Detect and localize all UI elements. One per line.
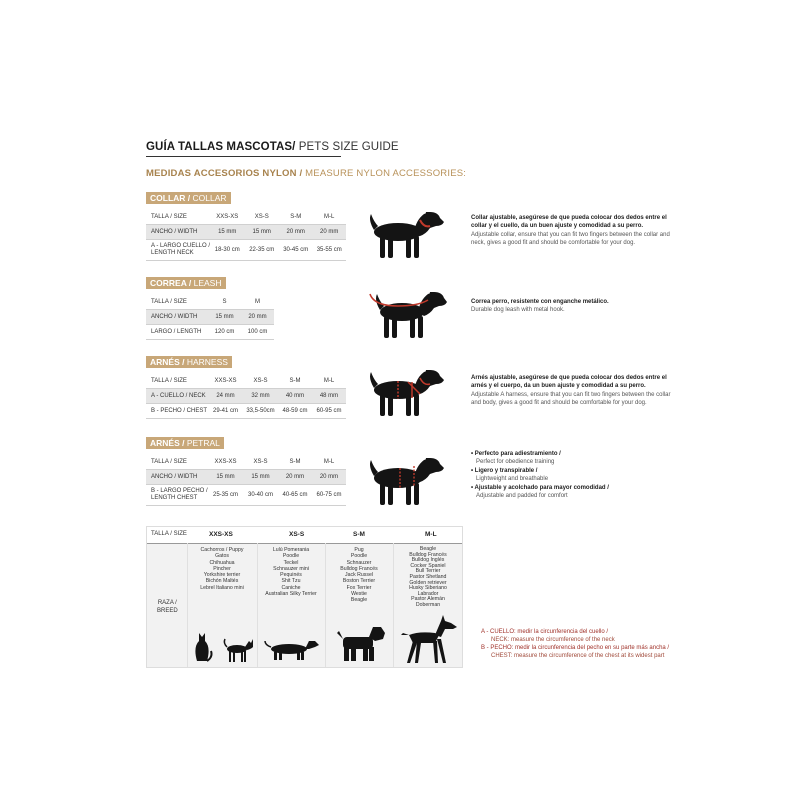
bullet-item-en: Perfect for obedience training [476,459,555,466]
subtitle-en: MEASURE NYLON ACCESSORIES: [302,168,467,179]
collar-row-length [146,240,346,261]
breed-header-divider [147,543,462,544]
leash-row-size [146,295,274,310]
cell: 15 mm [208,310,241,325]
cell: M-L [312,210,346,225]
breed-name: Pug [354,547,364,553]
breed-name: Gatos [215,553,229,560]
harness-row-size [146,374,346,389]
petral-row-chest [146,485,346,506]
cell: M-L [312,455,346,470]
cell: S [208,295,241,310]
breed-col-divider [257,543,258,667]
cell: 20 mm [279,225,313,240]
measure-b-en: CHEST: measure the circumference of the chest at its widest part [491,653,665,659]
breed-list-s-m [328,547,390,604]
dog-collar-icon [368,206,446,262]
breed-row-label [157,599,178,615]
breed-name: Teckel [283,559,299,566]
collar-tag [146,192,231,204]
breed-name: Yorkshire terrier [203,572,241,579]
cell: 60-75 cm [312,485,346,506]
cell: TALLA / SIZE [146,210,210,225]
breed-table-header [147,527,462,543]
breed-name: Lulú Pomerania [272,547,310,553]
breed-col-header: M-L [425,531,437,538]
cell: XXS-XS [208,374,243,389]
breed-name: Poodle [282,553,300,560]
breed-list-m-l [397,547,459,609]
leash-desc-en: Durable dog leash with metal hook. [471,307,565,314]
breed-name: Bulldog Francés [340,565,378,572]
cell: TALLA / SIZE [146,374,208,389]
petral-bullets [471,450,681,500]
harness-table [146,374,346,419]
harness-tag-es: ARNÉS / [150,357,185,367]
cell: S-M [279,210,313,225]
cell: 40-65 cm [278,485,312,506]
leash-tag [146,277,226,289]
cell: 15 mm [243,470,278,485]
breed-name: Pincher [213,565,231,572]
cell: 30-45 cm [279,240,313,261]
petral-tag-en: PETRAL [184,438,220,448]
cell: 20 mm [278,470,312,485]
cell: 60-95 cm [312,404,346,419]
breed-name: Schnauzer mini [273,565,309,572]
breed-name: Cocker Spaniel [410,562,446,569]
subtitle-es: MEDIDAS ACCESORIOS NYLON / [146,168,303,179]
breed-name: Caniche [281,584,301,591]
collar-desc-es: Collar ajustable, asegúrese de que pueda colocar dos dedos entre el collar y el cuello, da un buen ajuste y comodidad a su perro. [471,215,667,230]
cell: 20 mm [241,310,274,325]
leash-row-length [146,325,274,340]
cell: XXS-XS [210,210,244,225]
breed-name: Beagle [350,597,368,604]
cell: 20 mm [312,470,346,485]
petral-row-size [146,455,346,470]
leash-tag-es: CORREA / [150,278,192,288]
cell: 24 mm [208,389,243,404]
breed-name: Pastor Shetland [409,573,447,580]
measure-b-es: B - PECHO: medir la circunferencia del pecho en su parte más ancha / [481,645,670,651]
petral-table [146,455,346,506]
cell: 40 mm [278,389,312,404]
breed-name: Jack Russel [345,572,373,579]
breed-col-header: S-M [353,531,365,538]
breed-name: Bulldog Francés [409,551,447,558]
raza-en: BREED [157,608,178,614]
collar-tag-en: COLLAR [190,193,227,203]
collar-desc-en: Adjustable collar, ensure that you can fit two fingers between the collar and neck, gives a good fit and should be comfortable for your dog. [471,231,670,247]
breed-name: Fox Terrier [346,584,372,591]
breed-name: Chihuahua [209,559,235,566]
dachshund-icon [263,635,319,661]
cell: 32 mm [243,389,278,404]
cell: XS-S [243,374,278,389]
petral-tag [146,437,224,449]
cell: 20 mm [312,225,346,240]
cell: 29-41 cm [208,404,243,419]
cell: 120 cm [208,325,241,340]
cell: TALLA / SIZE [146,455,208,470]
harness-tag-en: HARNESS [184,357,228,367]
doberman-icon [399,613,459,665]
measure-a-es: A - CUELLO: medir la circunferencia del cuello / [481,629,609,635]
harness-tag [146,356,232,368]
raza-es: RAZA / [157,600,177,606]
cell: XXS-XS [208,455,243,470]
title-es: GUÍA TALLAS MASCOTAS/ [146,141,296,153]
schnauzer-icon [335,623,387,663]
cell: 15 mm [244,225,278,240]
harness-desc-es: Arnés ajustable, asegúrese de que pueda colocar dos dedos entre el arnés y el cuerpo, da un buen ajuste y comodidad a su perro. [471,375,667,390]
breed-name: Husky Siberiano [409,585,447,592]
cell: XS-S [244,210,278,225]
petral-tag-es: ARNÉS / [150,438,185,448]
cell: LARGO / LENGTH [146,325,208,340]
breed-name: Lebrel Italiano mini [200,584,244,591]
cell: S-M [278,455,312,470]
cell: 33,5-50cm [243,404,278,419]
harness-row-chest [146,404,346,419]
title-underline [146,156,341,157]
cell: 15 mm [210,225,244,240]
cell: M-L [312,374,346,389]
cell: S-M [278,374,312,389]
cell: M [241,295,274,310]
collar-description [471,214,671,248]
breed-name: Beagle [419,546,437,552]
cell: A - CUELLO / NECK [146,389,208,404]
cell: 35-55 cm [312,240,346,261]
cell: 25-35 cm [208,485,243,506]
collar-tag-es: COLLAR / [150,193,191,203]
cell-line: A - LARGO CUELLO / [151,243,211,249]
bullet-item: • Ajustable y acolchado para mayor comodidad / [471,484,609,491]
breed-col-divider [325,543,326,667]
measure-notes [481,628,701,660]
bullet-item: • Ligero y transpirable / [471,467,538,474]
breed-name: Pequinés [280,572,302,579]
cell: 48-59 cm [278,404,312,419]
breed-name: Boston Terrier [342,578,376,585]
cell: 100 cm [241,325,274,340]
collar-row-width [146,225,346,240]
cell: ANCHO / WIDTH [146,310,208,325]
bullet-item-en: Adjustable and padded for comfort [476,493,568,500]
breed-name: Pastor Alemán [411,596,445,603]
cat-chihuahua-icon [191,627,253,663]
bullet-item: • Perfecto para adiestramiento / [471,451,561,457]
harness-description [471,374,671,408]
cell-line: B - LARGO PECHO / [151,488,208,494]
cell-line: LENGTH CHEST [151,495,198,501]
breed-list-xs-s [260,547,322,597]
measure-a-en: NECK: measure the circumference of the neck [491,637,615,643]
title-en: PETS SIZE GUIDE [295,141,399,153]
dog-petral-icon [368,450,446,508]
breed-name: Bulldog Inglés [411,557,445,564]
breed-name: Bichón Maltés [205,578,239,585]
breed-name: Poodle [350,553,368,560]
cell-multiline [146,485,208,506]
breed-table [146,526,463,668]
breed-name: Labrador [417,590,439,597]
page-subtitle [146,168,466,179]
cell-multiline [146,240,210,261]
bullet-item-en: Lightweight and breathable [476,476,549,483]
cell: TALLA / SIZE [146,295,208,310]
collar-row-size [146,210,346,225]
cell: 18-30 cm [210,240,244,261]
cell-line: LENGTH NECK [151,250,194,256]
cell: XS-S [243,455,278,470]
breed-col-header: XXS-XS [209,531,233,538]
leash-desc-es: Correa perro, resistente con enganche metálico. [471,299,609,305]
cell: 22-35 cm [244,240,278,261]
breed-name: Doberman [415,601,441,608]
cell: 48 mm [312,389,346,404]
harness-row-neck [146,389,346,404]
breed-list-xxs-xs [191,547,253,591]
breed-name: Cachorros / Puppy [200,547,244,553]
breed-name: Golden retriever [409,579,447,586]
cell: 30-40 cm [243,485,278,506]
breed-name: Schnauzer [346,559,372,566]
breed-col-divider [393,543,394,667]
petral-row-width [146,470,346,485]
breed-name: Shit Tzu [281,578,301,585]
dog-leash-icon [368,284,448,340]
breed-size-label: TALLA / SIZE [151,531,187,537]
breed-name: Westie [351,591,367,598]
breed-col-divider [187,543,188,667]
leash-row-width [146,310,274,325]
leash-tag-en: LEASH [191,278,222,288]
breed-name: Australian Silky Terrier [265,591,317,598]
cell: B - PECHO / CHEST [146,404,208,419]
collar-table [146,210,346,261]
cell: ANCHO / WIDTH [146,225,210,240]
page-title [146,141,399,153]
cell: 15 mm [208,470,243,485]
breed-name: Bull Terrier [415,568,441,575]
breed-col-header: XS-S [289,531,305,538]
leash-description [471,298,671,315]
harness-desc-en: Adjustable A harness, ensure that you can fit two fingers between the collar and body, gives a good fit and should be comfortable for your dog. [471,391,671,407]
dog-harness-icon [368,364,446,420]
cell: ANCHO / WIDTH [146,470,208,485]
leash-table [146,295,274,340]
